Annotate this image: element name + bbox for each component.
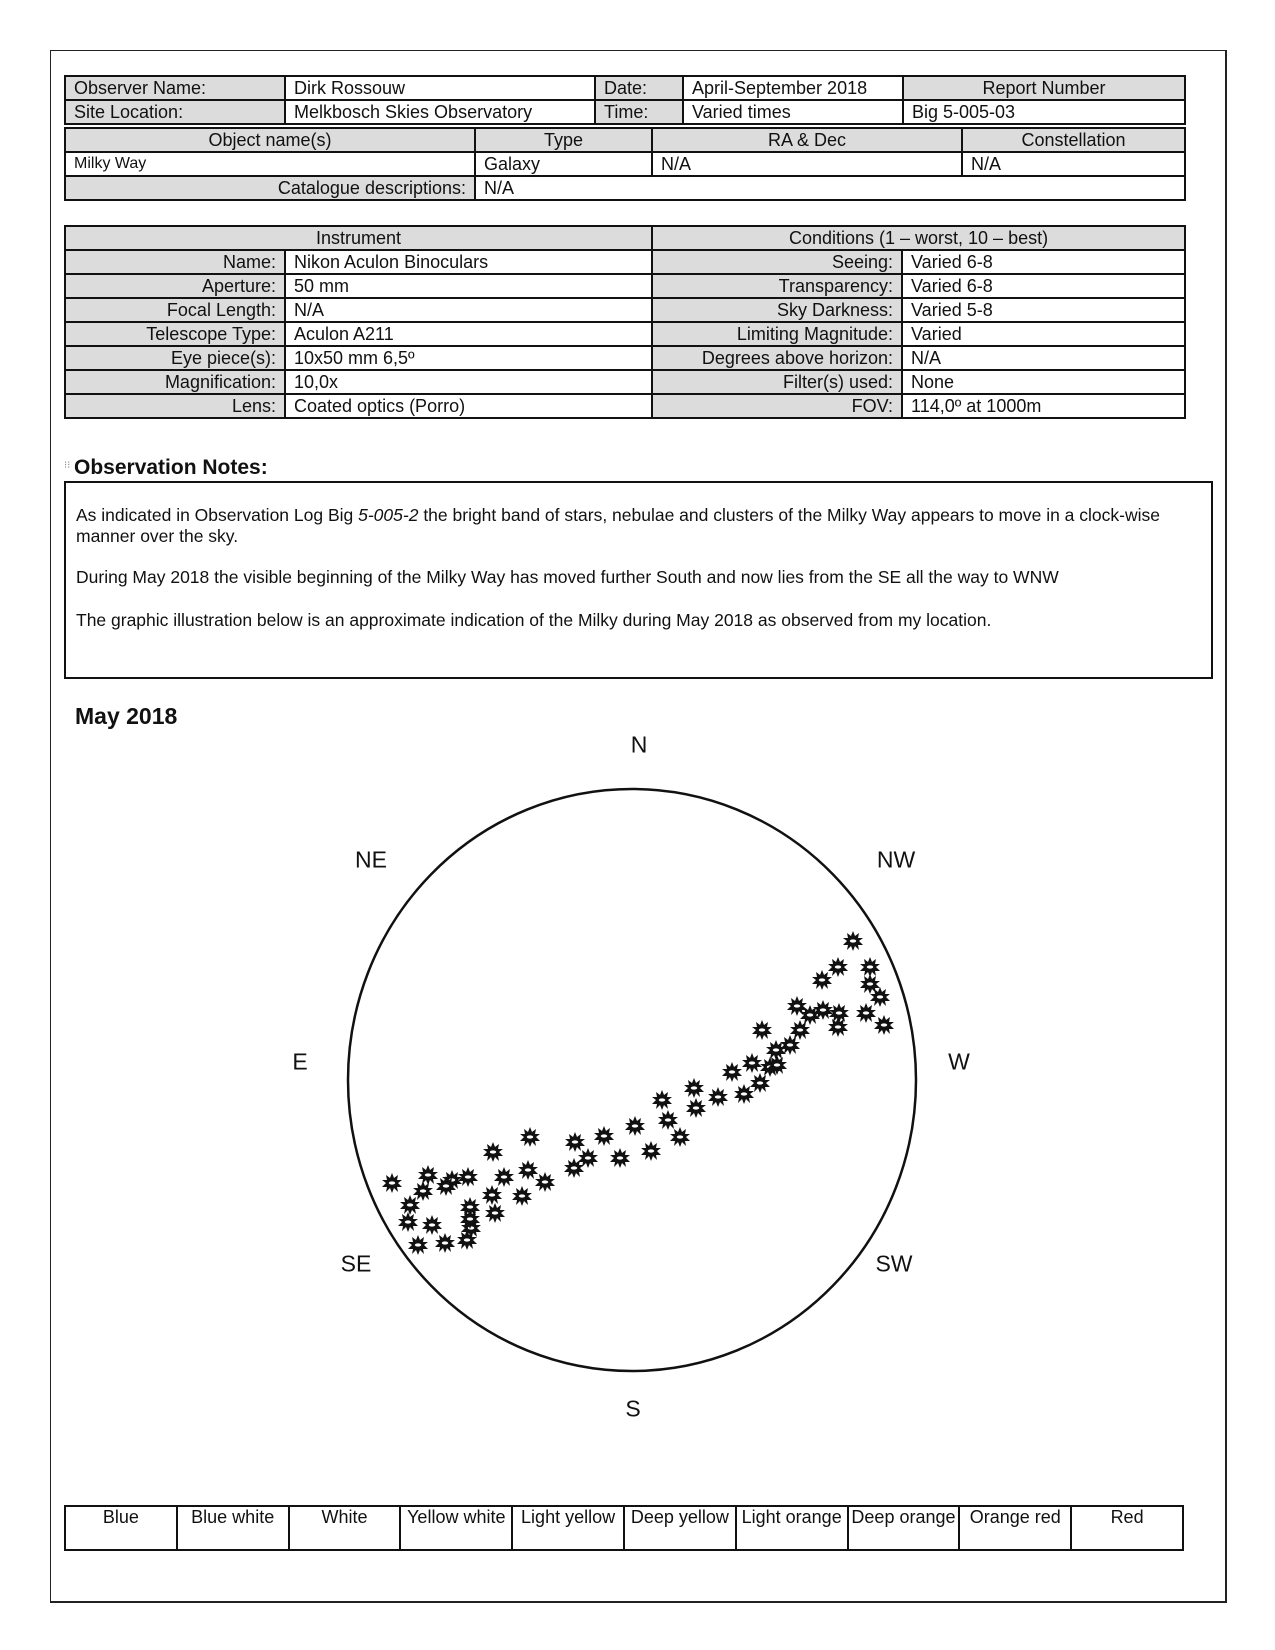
instrument-label: Telescope Type: (65, 322, 285, 346)
milky-way-stars (382, 931, 894, 1255)
compass-n: N (630, 731, 648, 758)
condition-value: None (902, 370, 1185, 394)
star-icon (435, 1233, 455, 1253)
star-icon (518, 1160, 538, 1180)
star-icon (686, 1098, 706, 1118)
notes-text: As indicated in Observation Log Big (76, 505, 359, 525)
star-icon (658, 1110, 678, 1130)
legend-item: Light orange (736, 1506, 848, 1550)
condition-label: Seeing: (652, 250, 902, 274)
star-icon (520, 1127, 540, 1147)
condition-value: Varied 5-8 (902, 298, 1185, 322)
compass-e: E (292, 1048, 308, 1075)
observer-value: Dirk Rossouw (285, 76, 595, 100)
instrument-value: 10,0x (285, 370, 652, 394)
star-icon (422, 1215, 442, 1235)
star-icon (843, 931, 863, 951)
star-icon (535, 1172, 555, 1192)
star-icon (418, 1165, 438, 1185)
type-value: Galaxy (475, 152, 652, 176)
condition-value: Varied (902, 322, 1185, 346)
star-icon (641, 1141, 661, 1161)
chart-title: May 2018 (75, 703, 178, 729)
instrument-value: 10x50 mm 6,5º (285, 346, 652, 370)
legend-item: Light yellow (512, 1506, 624, 1550)
legend-item: Blue (65, 1506, 177, 1550)
star-icon (790, 1020, 810, 1040)
star-icon (812, 970, 832, 990)
log-reference: 5-005-2 (358, 505, 419, 525)
star-icon (684, 1078, 704, 1098)
instrument-value: Coated optics (Porro) (285, 394, 652, 418)
report-number-label: Report Number (903, 76, 1185, 100)
star-icon (828, 957, 848, 977)
conditions-header: Conditions (1 – worst, 10 – best) (652, 226, 1185, 250)
constellation-header: Constellation (962, 128, 1185, 152)
star-icon (625, 1116, 645, 1136)
instrument-value: Aculon A211 (285, 322, 652, 346)
star-icon (398, 1212, 418, 1232)
star-icon (594, 1126, 614, 1146)
star-icon (652, 1090, 672, 1110)
time-value: Varied times (683, 100, 903, 124)
constellation-value: N/A (962, 152, 1185, 176)
condition-value: Varied 6-8 (902, 274, 1185, 298)
notes-paragraph-2: During May 2018 the visible beginning of the Milky Way has moved further South and now lies from the SE all the way to WNW (76, 567, 1059, 587)
compass-s: S (625, 1395, 641, 1422)
instrument-value: Nikon Aculon Binoculars (285, 250, 652, 274)
instrument-label: Focal Length: (65, 298, 285, 322)
star-icon (408, 1235, 428, 1255)
star-color-legend (64, 1505, 1184, 1551)
star-icon (382, 1173, 402, 1193)
condition-label: Degrees above horizon: (652, 346, 902, 370)
star-icon (860, 974, 880, 994)
condition-label: Transparency: (652, 274, 902, 298)
date-label: Date: (595, 76, 683, 100)
instrument-label: Lens: (65, 394, 285, 418)
radec-header: RA & Dec (652, 128, 962, 152)
condition-value: 114,0º at 1000m (902, 394, 1185, 418)
star-icon (742, 1053, 762, 1073)
compass-sw: SW (875, 1250, 913, 1277)
star-icon (856, 1003, 876, 1023)
star-icon (400, 1195, 420, 1215)
site-label: Site Location: (65, 100, 285, 124)
compass-nw: NW (876, 846, 916, 873)
star-icon (512, 1186, 532, 1206)
observer-label: Observer Name: (65, 76, 285, 100)
notes-text: the bright band of stars, nebulae and clusters of the Milky Way appears to move in a clock-wise manner over the sky. (76, 505, 1160, 546)
legend-item: Deep orange (848, 1506, 960, 1550)
object-name-value: Milky Way (65, 152, 475, 176)
compass-ne: NE (355, 846, 387, 873)
condition-label: Limiting Magnitude: (652, 322, 902, 346)
site-value: Melkbosch Skies Observatory (285, 100, 595, 124)
star-icon (610, 1148, 630, 1168)
move-handle-icon: ⁝⁝ (64, 460, 71, 471)
star-icon (874, 1015, 894, 1035)
star-icon (722, 1062, 742, 1082)
instrument-label: Eye piece(s): (65, 346, 285, 370)
star-icon (485, 1203, 505, 1223)
legend-item: Red (1071, 1506, 1183, 1550)
date-value: April-September 2018 (683, 76, 903, 100)
instrument-label: Magnification: (65, 370, 285, 394)
legend-item: White (289, 1506, 401, 1550)
object-name-header: Object name(s) (65, 128, 475, 152)
condition-label: FOV: (652, 394, 902, 418)
catalogue-label: Catalogue descriptions: (65, 176, 475, 200)
sky-dome-circle (348, 789, 916, 1371)
legend-item: Orange red (959, 1506, 1071, 1550)
star-icon (565, 1132, 585, 1152)
condition-value: N/A (902, 346, 1185, 370)
instrument-label: Name: (65, 250, 285, 274)
radec-value: N/A (652, 152, 962, 176)
star-icon (670, 1127, 690, 1147)
star-icon (482, 1185, 502, 1205)
condition-value: Varied 6-8 (902, 250, 1185, 274)
star-icon (483, 1142, 503, 1162)
condition-label: Filter(s) used: (652, 370, 902, 394)
notes-paragraph-3: The graphic illustration below is an approximate indication of the Milky during May 2018 as observed from my location. (76, 610, 992, 630)
star-icon (750, 1073, 770, 1093)
notes-title: Observation Notes: (74, 456, 268, 479)
star-icon (708, 1087, 728, 1107)
compass-se: SE (340, 1250, 372, 1277)
report-number-value: Big 5-005-03 (903, 100, 1185, 124)
instrument-header: Instrument (65, 226, 652, 250)
instrument-value: N/A (285, 298, 652, 322)
compass-w: W (948, 1048, 970, 1075)
time-label: Time: (595, 100, 683, 124)
legend-item: Deep yellow (624, 1506, 736, 1550)
instrument-label: Aperture: (65, 274, 285, 298)
legend-item: Yellow white (400, 1506, 512, 1550)
catalogue-value: N/A (475, 176, 1185, 200)
type-header: Type (475, 128, 652, 152)
star-icon (413, 1181, 433, 1201)
star-icon (752, 1020, 772, 1040)
legend-item: Blue white (177, 1506, 289, 1550)
star-icon (494, 1167, 514, 1187)
instrument-value: 50 mm (285, 274, 652, 298)
condition-label: Sky Darkness: (652, 298, 902, 322)
